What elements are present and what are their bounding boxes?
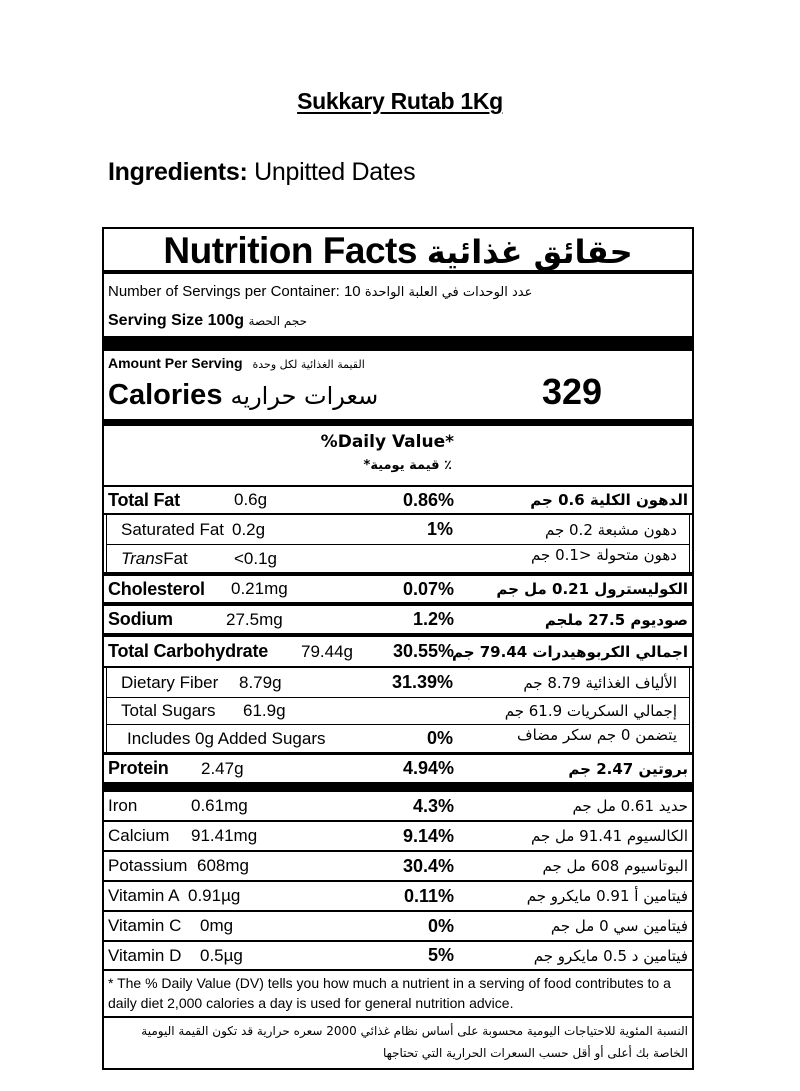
nutrient-name: Dietary Fiber [121, 672, 219, 692]
nutrient-name: Cholesterol [108, 578, 205, 599]
nutrient-amount: 0.91µg [188, 886, 241, 905]
vitamin-row-iron [104, 792, 692, 822]
nutrient-row-sodium [104, 606, 692, 637]
serving-size-ar: حجم الحصة [248, 314, 308, 328]
nutrient-name: Sodium [108, 609, 173, 629]
nutrient-arabic: البوتاسيوم 608 مل جم [542, 857, 688, 875]
nutrient-amount: 0.6g [234, 490, 268, 509]
header-ar: حقائق غذائية [426, 233, 633, 271]
nutrition-facts-header [104, 229, 692, 274]
vitamin-row-vitamin-c [104, 912, 692, 942]
nutrient-dv: 31.39% [391, 672, 453, 692]
calories-value: 329 [542, 371, 603, 412]
serving-size-line [108, 312, 307, 330]
nutrient-arabic: يتضمن 0 جم سكر مضاف [517, 726, 677, 744]
nutrient-amount: 608mg [197, 856, 249, 875]
nutrition-facts-panel [102, 227, 694, 1070]
trans-italic: Trans [121, 548, 164, 568]
nutrient-dv: 4.3% [412, 795, 454, 816]
thick-divider [104, 782, 692, 792]
trans-suffix: Fat [163, 548, 188, 568]
daily-value-ar: *قيمة يومية ٪ [363, 458, 452, 473]
servings-en: Number of Servings per Container: 10 [108, 283, 361, 300]
nutrient-dv: 1.2% [412, 609, 454, 629]
nutrient-row-cholesterol [104, 576, 692, 606]
nutrient-name: Potassium [108, 856, 188, 875]
nutrient-dv: 9.14% [402, 825, 454, 846]
thick-divider [104, 336, 692, 351]
nutrient-arabic: فيتامين سي 0 مل جم [550, 917, 688, 935]
calories-divider [104, 419, 692, 426]
amount-per-serving-en: Amount Per Serving [108, 355, 243, 371]
nutrient-name: Protein [108, 758, 169, 778]
nutrient-amount: 0.5µg [200, 945, 243, 965]
header-en: Nutrition Facts [163, 230, 417, 271]
nutrient-arabic: فيتامين د 0.5 مايكرو جم [533, 946, 688, 965]
nutrient-name: Total Sugars [121, 701, 216, 720]
calories-label-en: Calories [108, 379, 223, 411]
nutrient-row-dietary-fiber [106, 668, 690, 698]
ingredients-line [108, 158, 415, 187]
nutrient-arabic: حديد 0.61 مل جم [572, 797, 688, 815]
nutrient-dv: 0.07% [402, 578, 454, 599]
nutrient-dv: 0% [426, 728, 453, 748]
nutrient-row-total-sugars [106, 698, 690, 725]
nutrient-arabic: الكوليسترول 0.21 مل جم [496, 580, 688, 598]
ingredients-label: Ingredients: [108, 158, 248, 186]
nutrient-row-protein [104, 755, 692, 782]
nutrient-name: Total Fat [108, 489, 180, 510]
nutrient-arabic: الألياف الغذائية 8.79 جم [523, 673, 677, 692]
nutrient-name: Vitamin A [108, 886, 180, 905]
footnote-en: * The % Daily Value (DV) tells you how much a nutrient in a serving of food contributes to a daily diet 2,000 calories a day is used for general nutrition advice. [104, 971, 692, 1018]
nutrient-amount: 0.61mg [191, 796, 248, 815]
calories-line [108, 379, 378, 412]
nutrient-dv: 0.11% [403, 885, 454, 906]
nutrient-arabic: دهون مشبعة 0.2 جم [544, 520, 677, 539]
nutrient-name: Total Carbohydrate [108, 641, 269, 661]
nutrient-name: Saturated Fat [121, 519, 225, 539]
servings-ar: عدد الوحدات في العلبة الواحدة [364, 285, 533, 300]
nutrient-dv: 30.4% [402, 855, 454, 876]
serving-size-en: Serving Size 100g [108, 312, 245, 329]
daily-value-en: %Daily Value* [320, 432, 454, 452]
nutrient-name: Calcium [108, 826, 170, 845]
nutrient-dv: 0% [427, 915, 454, 936]
nutrient-amount: 27.5mg [226, 609, 283, 629]
nutrient-amount: 91.41mg [191, 826, 258, 845]
nutrient-arabic: فيتامين أ 0.91 مايكرو جم [526, 887, 688, 905]
nutrient-dv: 4.94% [402, 758, 454, 778]
nutrient-name: Vitamin D [108, 945, 182, 965]
nutrient-dv: 1% [426, 519, 453, 539]
amount-per-serving-line [108, 355, 365, 371]
nutrient-amount: 61.9g [243, 701, 286, 720]
nutrient-arabic: صوديوم 27.5 ملجم [544, 610, 688, 629]
product-title: Sukkary Rutab 1Kg [297, 88, 503, 114]
vitamin-row-potassium [104, 852, 692, 882]
nutrient-name: Vitamin C [108, 916, 182, 935]
daily-value-header [104, 426, 692, 487]
footnote-ar: النسبة المئوية للاحتياجات اليومية محسوبة على أساس نظام غذائي 2000 سعره حرارية قد تكون القيمة اليومية الخاصة بك أعلى أو أقل حسب السعرات الحرارية التي تحتاجها [141, 1024, 688, 1060]
nutrient-arabic: الكالسيوم 91.41 مل جم [530, 827, 688, 845]
nutrient-row-trans-fat [106, 545, 690, 572]
nutrient-dv: 0.86% [402, 489, 454, 510]
nutrient-arabic: اجمالي الكربوهيدرات 79.44 جم [451, 642, 688, 661]
ingredients-value: Unpitted Dates [247, 158, 416, 186]
vitamin-row-calcium [104, 822, 692, 852]
nutrient-amount: 0.21mg [231, 579, 288, 598]
nutrient-row-saturated-fat [106, 515, 690, 545]
nutrient-amount: 79.44g [301, 641, 353, 661]
nutrient-name: Includes 0g Added Sugars [127, 728, 326, 748]
nutrient-row-added-sugars [106, 725, 690, 752]
nutrient-amount: 2.47g [201, 758, 244, 778]
amount-per-serving-ar: القيمة الغذائية لكل وحدة [252, 358, 365, 371]
nutrient-row-total-carbohydrate [104, 637, 692, 668]
nutrient-amount: 8.79g [239, 672, 282, 692]
nutrient-dv: 5% [427, 945, 454, 965]
nutrient-arabic: الدهون الكلية 0.6 جم [530, 491, 688, 509]
calories-label-ar: سعرات حراريه [230, 382, 379, 410]
vitamin-row-vitamin-a [104, 882, 692, 912]
nutrient-name: Iron [108, 796, 138, 815]
nutrient-dv: 30.55% [392, 641, 454, 661]
nutrient-amount: 0.2g [232, 519, 266, 539]
vitamin-row-vitamin-d [104, 942, 692, 971]
nutrient-row-total-fat [104, 487, 692, 515]
nutrient-name [121, 545, 188, 572]
servings-line [108, 283, 532, 300]
nutrient-arabic: إجمالي السكريات 61.9 جم [504, 702, 677, 720]
nutrient-amount: 0mg [200, 916, 234, 935]
nutrient-arabic: دهون متحولة <0.1 جم [531, 546, 677, 564]
nutrient-amount: <0.1g [234, 548, 278, 568]
nutrient-arabic: بروتين 2.47 جم [568, 759, 688, 778]
